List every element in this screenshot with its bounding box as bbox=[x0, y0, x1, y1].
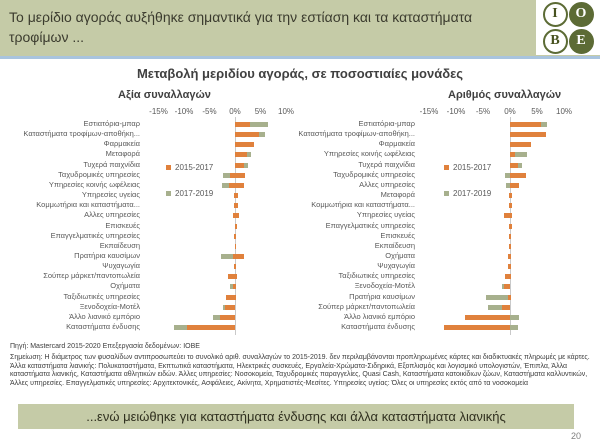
logo-letter-o: O bbox=[569, 2, 594, 27]
category-label: Αλλες υπηρεσίες bbox=[359, 179, 415, 189]
legend-entry bbox=[166, 164, 213, 171]
bar-segment-2015-2017 bbox=[508, 295, 511, 300]
bar-segment-2015-2017 bbox=[228, 274, 237, 279]
bar-segment-2015-2017 bbox=[235, 142, 254, 147]
category-label: Ξενοδοχεία-Μοτέλ bbox=[79, 301, 140, 311]
bar-segment-2017-2019 bbox=[230, 284, 233, 289]
axis-tick-label: 5% bbox=[254, 107, 267, 116]
category-label: Επισκευές bbox=[380, 230, 415, 240]
slide-title: Το μερίδιο αγοράς αυξήθηκε σημαντικά για την εστίαση και τα καταστήματα τροφίμων ... bbox=[9, 9, 473, 46]
panel-subtitle-number: Αριθμός συναλλαγών bbox=[448, 89, 562, 101]
bar-segment-2017-2019 bbox=[222, 183, 229, 188]
bar-segment-2015-2017 bbox=[235, 132, 259, 137]
bar-segment-2015-2017 bbox=[502, 305, 510, 310]
bar-segment-2015-2017 bbox=[509, 224, 511, 229]
legend-swatch bbox=[444, 165, 449, 170]
bar-segment-2015-2017 bbox=[235, 122, 250, 127]
chart-title: Μεταβολή μεριδίου αγοράς, σε ποσοστιαίες μονάδες bbox=[136, 66, 464, 81]
bar-segment-2017-2019 bbox=[510, 315, 519, 320]
bar-segment-2015-2017 bbox=[504, 284, 510, 289]
category-label: Ψυχαγωγία bbox=[377, 261, 415, 271]
bar-segment-2015-2017 bbox=[220, 315, 235, 320]
category-label: Ταχυδρομικές υπηρεσίες bbox=[333, 169, 415, 179]
axis-tick-label: 0% bbox=[229, 107, 241, 116]
bar-segment-2017-2019 bbox=[541, 122, 546, 127]
source-line: Πηγή: Mastercard 2015-2020 Επεξεργασία δεδομένων: ΙΟΒΕ bbox=[10, 343, 200, 350]
bar-segment-2015-2017 bbox=[234, 234, 236, 239]
bar-segment-2015-2017 bbox=[509, 193, 512, 198]
axis-tick-label: 10% bbox=[277, 107, 295, 116]
category-label: Επαγγελματικές υπηρεσίες bbox=[325, 220, 415, 230]
bar-segment-2017-2019 bbox=[213, 315, 221, 320]
bar-segment-2015-2017 bbox=[233, 284, 236, 289]
category-label: Τυχερά παιχνίδια bbox=[83, 159, 140, 169]
axis-tick-label: -15% bbox=[419, 107, 439, 116]
legend-entry bbox=[444, 164, 491, 171]
bar-segment-2015-2017 bbox=[508, 264, 510, 269]
bar-segment-2017-2019 bbox=[174, 325, 186, 330]
axis-tick-label: 0% bbox=[504, 107, 516, 116]
category-label: Ξενοδοχεία-Μοτέλ bbox=[354, 281, 415, 291]
category-label: Οχήματα bbox=[110, 281, 140, 291]
bar-segment-2015-2017 bbox=[235, 244, 236, 249]
category-label: Καταστήματα ένδυσης bbox=[341, 322, 415, 331]
category-label: Εστιατόρια-μπαρ bbox=[83, 119, 140, 128]
bar-segment-2015-2017 bbox=[235, 163, 244, 168]
iobe-logo bbox=[536, 0, 600, 55]
category-label: Εκπαίδευση bbox=[374, 240, 415, 250]
category-label: Πρατήρια καυσίμων bbox=[74, 250, 140, 260]
category-label: Φαρμακεία bbox=[378, 139, 415, 149]
logo-letter-i: I bbox=[543, 2, 568, 27]
bar-segment-2015-2017 bbox=[235, 152, 247, 157]
bar-segment-2017-2019 bbox=[506, 183, 510, 188]
category-label: Καταστήματα τροφίμων-αποθήκη... bbox=[298, 129, 415, 139]
axis-tick-label: -10% bbox=[446, 107, 466, 116]
category-label: Τυχερά παιχνίδια bbox=[358, 159, 415, 169]
bar-segment-2015-2017 bbox=[234, 203, 237, 208]
bar-segment-2015-2017 bbox=[509, 244, 511, 249]
legend-swatch bbox=[444, 191, 449, 196]
category-label: Επαγγελματικές υπηρεσίες bbox=[50, 230, 140, 240]
bar-segment-2017-2019 bbox=[247, 152, 252, 157]
category-label: Άλλο λιανικό εμπόριο bbox=[344, 311, 415, 321]
bar-segment-2015-2017 bbox=[234, 193, 237, 198]
bar-segment-2015-2017 bbox=[225, 305, 235, 310]
category-label: Ταξιδιωτικές υπηρεσίες bbox=[63, 291, 140, 301]
bar-segment-2017-2019 bbox=[223, 173, 230, 178]
bar-segment-2015-2017 bbox=[465, 315, 510, 320]
category-label: Επισκευές bbox=[105, 220, 140, 230]
bar-segment-2017-2019 bbox=[244, 163, 248, 168]
bar-segment-2017-2019 bbox=[502, 284, 504, 289]
bar-segment-2017-2019 bbox=[518, 163, 522, 168]
bar-segment-2015-2017 bbox=[510, 173, 526, 178]
category-label: Φαρμακεία bbox=[103, 139, 140, 149]
legend-label: 2015-2017 bbox=[453, 163, 492, 172]
legend-label: 2017-2019 bbox=[175, 189, 214, 198]
bar-segment-2015-2017 bbox=[504, 213, 512, 218]
bar-segment-2017-2019 bbox=[515, 152, 526, 157]
category-label: Άλλο λιανικό εμπόριο bbox=[69, 311, 140, 321]
bar-segment-2015-2017 bbox=[234, 264, 236, 269]
logo-letter-e: E bbox=[569, 29, 594, 54]
legend-swatch bbox=[166, 165, 171, 170]
bar-segment-2015-2017 bbox=[235, 224, 237, 229]
legend-entry bbox=[444, 190, 491, 197]
axis-tick-label: 5% bbox=[531, 107, 543, 116]
header-divider bbox=[0, 56, 600, 59]
category-label: Εκπαίδευση bbox=[99, 240, 140, 250]
bar-segment-2017-2019 bbox=[221, 254, 233, 259]
category-label: Μεταφορά bbox=[105, 149, 140, 159]
legend-label: 2017-2019 bbox=[453, 189, 492, 198]
bar-segment-2017-2019 bbox=[259, 132, 265, 137]
bar-segment-2017-2019 bbox=[505, 173, 510, 178]
bar-segment-2015-2017 bbox=[510, 142, 531, 147]
category-label: Κομμωτήρια και καταστήματα... bbox=[36, 200, 140, 210]
footer-band: ...ενώ μειώθηκε για καταστήματα ένδυσης και άλλα καταστήματα λιανικής bbox=[18, 404, 574, 429]
page-number: 20 bbox=[571, 431, 582, 439]
bar-segment-2015-2017 bbox=[508, 254, 510, 259]
category-label: Ψυχαγωγία bbox=[102, 261, 140, 271]
bar-segment-2015-2017 bbox=[229, 183, 244, 188]
category-label: Υπηρεσίες κοινής ωφέλειας bbox=[48, 179, 140, 189]
legend-label: 2015-2017 bbox=[175, 163, 214, 172]
legend-entry bbox=[166, 190, 213, 197]
bar-segment-2015-2017 bbox=[233, 254, 243, 259]
bar-segment-2015-2017 bbox=[233, 213, 239, 218]
category-label: Καταστήματα ένδυσης bbox=[66, 322, 140, 331]
bar-segment-2017-2019 bbox=[250, 122, 268, 127]
bar-segment-2015-2017 bbox=[510, 132, 546, 137]
bar-segment-2015-2017 bbox=[187, 325, 235, 330]
logo-letter-b: B bbox=[543, 29, 568, 54]
axis-tick-label: -5% bbox=[475, 107, 491, 116]
bar-segment-2015-2017 bbox=[505, 274, 511, 279]
bar-segment-2015-2017 bbox=[510, 163, 518, 168]
bar-segment-2017-2019 bbox=[488, 305, 502, 310]
axis-tick-label: -10% bbox=[174, 107, 194, 116]
category-label: Μεταφορά bbox=[380, 190, 415, 200]
bar-segment-2015-2017 bbox=[509, 203, 512, 208]
axis-tick-label: -5% bbox=[202, 107, 217, 116]
bar-segment-2017-2019 bbox=[510, 325, 518, 330]
bar-segment-2015-2017 bbox=[230, 173, 245, 178]
category-label: Πρατήρια καυσίμων bbox=[349, 291, 415, 301]
category-label: Υπηρεσίες υγείας bbox=[81, 190, 140, 200]
category-label: Κομμωτήρια και καταστήματα... bbox=[311, 200, 415, 210]
note-text: Σημείωση: Η διάμετρος των φυσαλίδων αντιπροσωπεύει το συνολικό αριθ. συναλλαγών το 2015-2019. δεν περιλαμβάνονται προπληρωμένες κάρτες και διαδικτυακές πληρωμές με κάρτες. Άλλα καταστήματα λιανικής: Πολυκαταστήματα, Εκπτωτικά καταστήματα, Ηλεκτρικές συσκευές, Εργαλεία-Χρώματα-Σιδηρικά, Εξοπλισμός και λογισμικό υπολογιστών, Έπιπλα, Άλλα καταστήματα λιανικής, Καταστήματα αθλητικών ειδών. Άλλες υπηρεσίες: Νοσοκομεία, Ταχυδρομικές παραγγελίες, Quasi Cash, Καταστήματα κατοικίδιων ζώων, Καταστήματα καλλυντικών, Άλλες υπηρεσίες. Επαγγελματικές υπηρεσίες: Αρχιτεκτονικές, Ασφάλειες, Ακίνητα, Χρηματιστές-Μεσίτες. Υπηρεσίες υγείας: Όλες οι υπηρεσίες εκτός από τα νοσοκομεία bbox=[10, 353, 590, 388]
category-label: Καταστήματα τροφίμων-αποθήκη... bbox=[23, 129, 140, 139]
axis-tick-label: -15% bbox=[149, 107, 168, 116]
panel-subtitle-value: Αξία συναλλαγών bbox=[118, 89, 211, 101]
legend-swatch bbox=[166, 191, 171, 196]
category-label: Ταχυδρομικές υπηρεσίες bbox=[58, 169, 140, 179]
axis-tick-label: 10% bbox=[555, 107, 573, 116]
bar-segment-2015-2017 bbox=[509, 234, 511, 239]
category-label: Αλλες υπηρεσίες bbox=[84, 210, 140, 220]
category-label: Οχήματα bbox=[385, 250, 415, 260]
category-label: Υπηρεσίες υγείας bbox=[356, 210, 415, 220]
bar-segment-2015-2017 bbox=[510, 122, 541, 127]
source-and-notes bbox=[10, 343, 592, 389]
bar-segment-2015-2017 bbox=[444, 325, 510, 330]
category-label: Εστιατόρια-μπαρ bbox=[358, 119, 415, 128]
bar-segment-2015-2017 bbox=[226, 295, 236, 300]
category-label: Σούπερ μάρκετ/παντοπωλεία bbox=[43, 271, 140, 281]
bar-segment-2017-2019 bbox=[486, 295, 508, 300]
bar-segment-2015-2017 bbox=[510, 183, 519, 188]
category-label: Σούπερ μάρκετ/παντοπωλεία bbox=[318, 301, 415, 311]
category-label: Υπηρεσίες κοινής ωφέλειας bbox=[323, 149, 415, 159]
bar-segment-2017-2019 bbox=[223, 305, 225, 310]
category-label: Ταξιδιωτικές υπηρεσίες bbox=[338, 271, 415, 281]
